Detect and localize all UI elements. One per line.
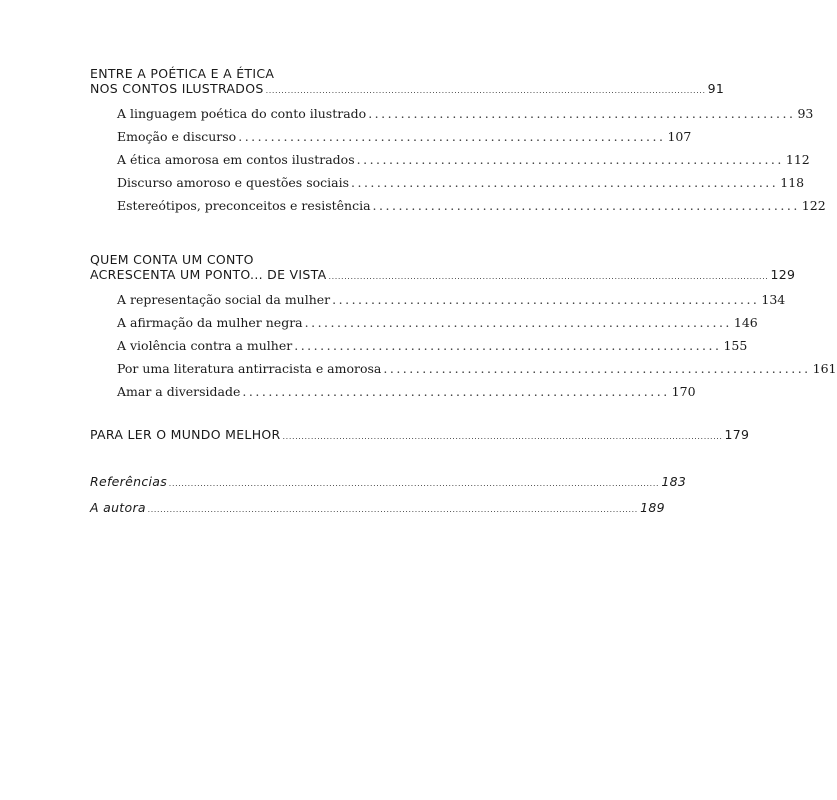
section-2-title-line-2: ACRESCENTA UM PONTO... DE VISTA bbox=[90, 267, 327, 282]
toc-entry[interactable]: A representação social da mulher .................................................................. 134 bbox=[117, 288, 496, 311]
dot-leader: ............................................................................................................................................ bbox=[282, 432, 723, 441]
section-1 bbox=[90, 66, 826, 217]
toc-entry[interactable]: A ética amorosa em contos ilustrados .................................................................. 112 bbox=[117, 148, 496, 171]
page-number: 189 bbox=[640, 500, 665, 515]
toc-entry[interactable]: A afirmação da mulher negra .................................................................. 146 bbox=[117, 311, 496, 334]
page-number: 112 bbox=[785, 152, 810, 167]
section-2-heading[interactable] bbox=[90, 267, 796, 282]
page-number: 183 bbox=[661, 474, 687, 489]
dot-leader: .................................................................. bbox=[372, 198, 800, 213]
page-number: 91 bbox=[707, 81, 725, 96]
section-1-title-line-1: ENTRE A POÉTICA E A ÉTICA bbox=[90, 66, 275, 81]
section-1-title-line-2: NOS CONTOS ILUSTRADOS bbox=[90, 81, 264, 96]
toc-entry[interactable]: Por uma literatura antirracista e amorosa .................................................................. 161 bbox=[117, 357, 496, 380]
section-1-heading[interactable] bbox=[90, 81, 725, 96]
author-title: A autora bbox=[90, 500, 146, 515]
dot-leader: .................................................................. bbox=[304, 315, 732, 330]
dot-leader: .................................................................. bbox=[383, 361, 811, 376]
chapter-3-heading[interactable] bbox=[90, 427, 750, 442]
chapter-3-title: PARA LER O MUNDO MELHOR bbox=[90, 427, 281, 442]
dot-leader: ............................................................................................................................................................ bbox=[147, 505, 639, 514]
toc-entry[interactable]: Amar a diversidade .................................................................. 170 bbox=[117, 380, 496, 403]
dot-leader: .................................................................. bbox=[356, 152, 784, 167]
dot-leader: .................................................................. bbox=[294, 338, 722, 353]
dot-leader: .................................................................. bbox=[242, 384, 670, 399]
page-number: 122 bbox=[801, 198, 826, 213]
toc-entry[interactable]: A linguagem poética do conto ilustrado .................................................................. 93 bbox=[117, 102, 496, 125]
dot-leader: .................................................................. bbox=[351, 175, 779, 190]
toc-entry[interactable]: Discurso amoroso e questões sociais .................................................................. 118 bbox=[117, 171, 496, 194]
toc-entry[interactable]: Emoção e discurso .................................................................. 107 bbox=[117, 125, 496, 148]
dot-leader: .................................................................. bbox=[332, 292, 760, 307]
references-title: Referências bbox=[90, 474, 168, 489]
dot-leader: ............................................................................................................................................ bbox=[328, 272, 769, 281]
section-2 bbox=[90, 252, 837, 403]
toc-entry[interactable]: A violência contra a mulher .................................................................. 155 bbox=[117, 334, 496, 357]
page-number: 179 bbox=[724, 427, 750, 442]
dot-leader: .................................................................. bbox=[368, 106, 796, 121]
dot-leader: .................................................................. bbox=[238, 129, 666, 144]
toc-entry[interactable]: Estereótipos, preconceitos e resistência .................................................................. 122 bbox=[117, 194, 496, 217]
dot-leader: ............................................................................................................................................ bbox=[265, 86, 706, 95]
references-heading[interactable] bbox=[90, 474, 687, 489]
page-number: 161 bbox=[812, 361, 837, 376]
page-number: 155 bbox=[723, 338, 748, 353]
page-number: 129 bbox=[770, 267, 796, 282]
page-number: 146 bbox=[733, 315, 758, 330]
page-number: 107 bbox=[667, 129, 692, 144]
dot-leader: ............................................................................................................................................................ bbox=[169, 479, 660, 488]
author-heading[interactable] bbox=[90, 500, 665, 515]
page-number: 134 bbox=[761, 292, 786, 307]
page-number: 118 bbox=[780, 175, 805, 190]
table-of-contents bbox=[90, 66, 837, 515]
page-number: 93 bbox=[797, 106, 814, 121]
section-2-title-line-1: QUEM CONTA UM CONTO bbox=[90, 252, 254, 267]
page-number: 170 bbox=[671, 384, 696, 399]
